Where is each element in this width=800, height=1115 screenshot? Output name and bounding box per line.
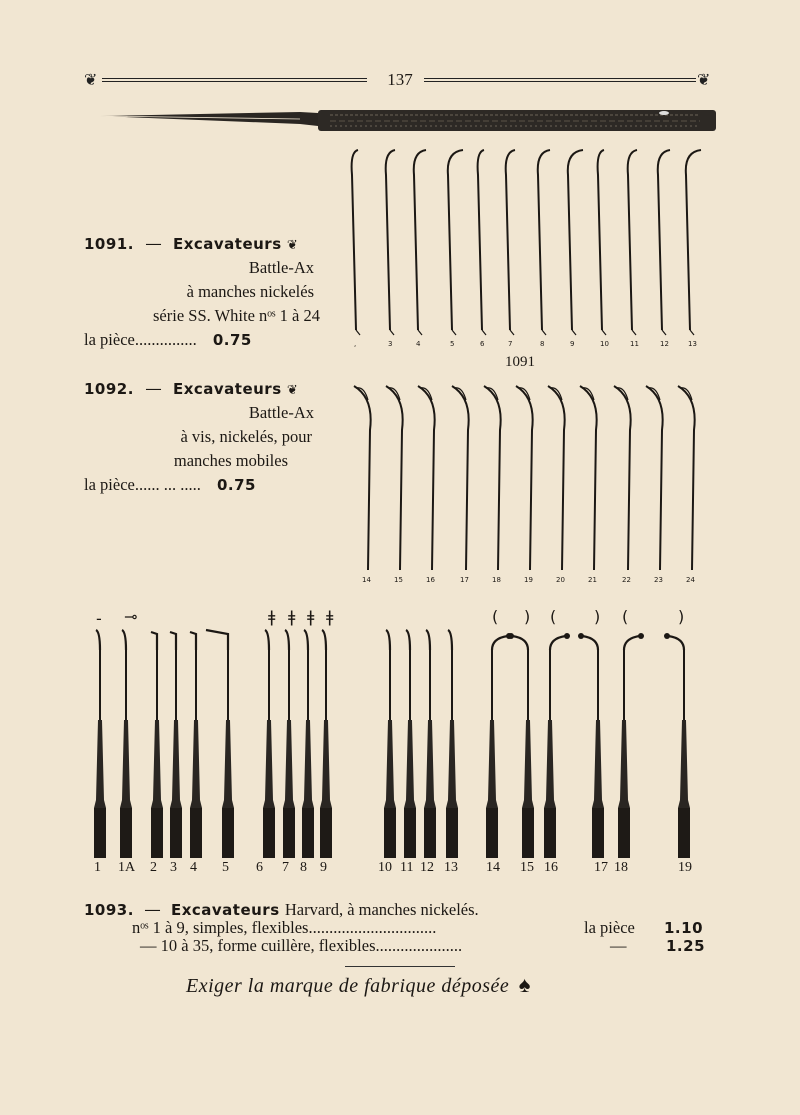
instrument-number: 8 xyxy=(300,860,307,875)
instrument-number: 6 xyxy=(256,860,263,875)
instrument-number: 15 xyxy=(520,860,534,875)
tip-number: 14 xyxy=(362,576,371,584)
entry-desc-line: série SS. White nᵒˢ 1 à 24 xyxy=(153,306,320,325)
tip-number: 7 xyxy=(508,340,513,348)
price-value: 0.75 xyxy=(216,476,256,494)
tip-number: 10 xyxy=(600,340,609,348)
page-number: 137 xyxy=(387,70,413,89)
harvard-excavator xyxy=(190,632,202,858)
tip-number: 16 xyxy=(426,576,435,584)
entry-desc-line: à vis, nickelés, pour xyxy=(180,427,312,446)
instrument-number: 17 xyxy=(594,860,608,875)
harvard-excavator xyxy=(508,633,534,858)
tip-number: 3 xyxy=(388,340,393,348)
tip-number: 12 xyxy=(660,340,669,348)
fleuron-icon: ❦ xyxy=(697,70,711,89)
instrument-number: 12 xyxy=(420,860,434,875)
instrument-number: 9 xyxy=(320,860,327,875)
harvard-excavator xyxy=(578,633,604,858)
entry-number: 1093. xyxy=(84,901,134,919)
price-unit: la pièce xyxy=(584,918,635,937)
instrument-number: 1A xyxy=(118,860,136,875)
leader-dots: ..................... xyxy=(375,936,463,955)
harvard-excavator xyxy=(302,630,314,858)
tip-number: 17 xyxy=(460,576,469,584)
footer-rule xyxy=(345,966,455,967)
tip-number: 8 xyxy=(540,340,545,348)
tip-number: 18 xyxy=(492,576,501,584)
tip-number: 22 xyxy=(622,576,631,584)
tip-detail: ǂ xyxy=(326,607,334,626)
entry-line-1: nᵒˢ 1 à 9, simples, flexibles xyxy=(132,918,309,937)
entry-desc-line: manches mobiles xyxy=(173,451,288,470)
tip-detail: - xyxy=(96,609,102,628)
trademark-icon: ❦ xyxy=(286,383,298,398)
tip-number: 19 xyxy=(524,576,533,584)
harvard-excavator xyxy=(424,630,436,858)
tip-number: 11 xyxy=(630,340,639,348)
price-unit: — xyxy=(610,936,627,955)
instrument-number: 14 xyxy=(486,860,500,875)
tip-number: 20 xyxy=(556,576,565,584)
harvard-excavator xyxy=(384,630,396,858)
tip-detail: ) xyxy=(524,607,531,626)
tip-detail: ǂ xyxy=(307,607,315,626)
price-value: 1.10 xyxy=(664,919,704,937)
entry-line-2: — 10 à 35, forme cuillère, flexibles xyxy=(140,936,376,955)
harvard-excavator xyxy=(618,633,644,858)
harvard-excavator xyxy=(170,632,182,858)
entry-title: Excavateurs xyxy=(170,901,280,919)
entry-dash: — xyxy=(144,900,161,919)
harvard-excavator xyxy=(486,633,512,858)
price-value: 0.75 xyxy=(212,331,252,349)
tip-number: , xyxy=(354,340,357,348)
tip-detail: ) xyxy=(678,607,685,626)
instrument-number: 7 xyxy=(282,860,289,875)
tip-detail: ) xyxy=(594,607,601,626)
price-label: la pièce............... xyxy=(84,330,197,349)
tip-detail: ǂ xyxy=(268,607,276,626)
tip-number: 5 xyxy=(450,340,455,348)
instrument-number: 10 xyxy=(378,860,392,875)
instrument-number: 5 xyxy=(222,860,229,875)
tip-number: 21 xyxy=(588,576,597,584)
instrument-number: 1 xyxy=(94,860,101,875)
instrument-number: 2 xyxy=(150,860,157,875)
tip-number: 6 xyxy=(480,340,485,348)
harvard-excavator xyxy=(664,633,690,858)
entry-desc-line: Battle-Ax xyxy=(248,258,314,277)
tip-detail: ⊸ xyxy=(124,607,138,626)
harvard-excavator xyxy=(404,630,416,858)
entry-dash: — xyxy=(145,234,162,253)
harvard-excavator xyxy=(320,630,332,858)
instrument-number: 3 xyxy=(170,860,177,875)
price-value: 1.25 xyxy=(666,937,706,955)
instrument-number: 11 xyxy=(400,860,414,875)
harvard-excavator xyxy=(120,630,132,858)
tip-number: 15 xyxy=(394,576,403,584)
instrument-number: 19 xyxy=(678,860,692,875)
harvard-excavator xyxy=(446,630,458,858)
instrument-number: 16 xyxy=(544,860,558,875)
instrument-number: 18 xyxy=(614,860,628,875)
entry-desc-line: à manches nickelés xyxy=(186,282,314,301)
tip-detail: ( xyxy=(492,607,499,626)
figure-caption: 1091 xyxy=(505,354,535,370)
fleuron-icon: ❦ xyxy=(84,70,98,89)
tip-number: 23 xyxy=(654,576,663,584)
price-label: la pièce...... ... ..... xyxy=(84,475,201,494)
tip-detail: ǂ xyxy=(288,607,296,626)
entry-desc-line: Battle-Ax xyxy=(248,403,314,422)
harvard-excavator xyxy=(94,630,106,858)
entry-title: Excavateurs xyxy=(172,235,282,253)
footer-text xyxy=(186,972,531,998)
entry-dash: — xyxy=(145,379,162,398)
footer-slogan: Exiger la marque de fabrique déposée xyxy=(186,975,510,997)
harvard-excavator xyxy=(544,633,570,858)
instrument-number: 4 xyxy=(190,860,197,875)
entry-desc: Harvard, à manches nickelés. xyxy=(284,900,479,919)
entry-number: 1091. xyxy=(84,235,134,253)
trademark-icon: ❦ xyxy=(286,238,298,253)
harvard-excavator xyxy=(283,630,295,858)
tip-number: 4 xyxy=(416,340,421,348)
tip-number: 13 xyxy=(688,340,697,348)
harvard-excavator xyxy=(206,630,234,858)
tip-detail: ( xyxy=(622,607,629,626)
tip-number: 24 xyxy=(686,576,695,584)
spade-trademark-icon: ♠ xyxy=(518,972,531,997)
instrument-number: 13 xyxy=(444,860,458,875)
harvard-excavator xyxy=(151,632,163,858)
harvard-excavator xyxy=(263,630,275,858)
entry-number: 1092. xyxy=(84,380,134,398)
tip-detail: ( xyxy=(550,607,557,626)
tip-number: 9 xyxy=(570,340,575,348)
leader-dots: ............................... xyxy=(308,918,437,937)
entry-title: Excavateurs xyxy=(172,380,282,398)
